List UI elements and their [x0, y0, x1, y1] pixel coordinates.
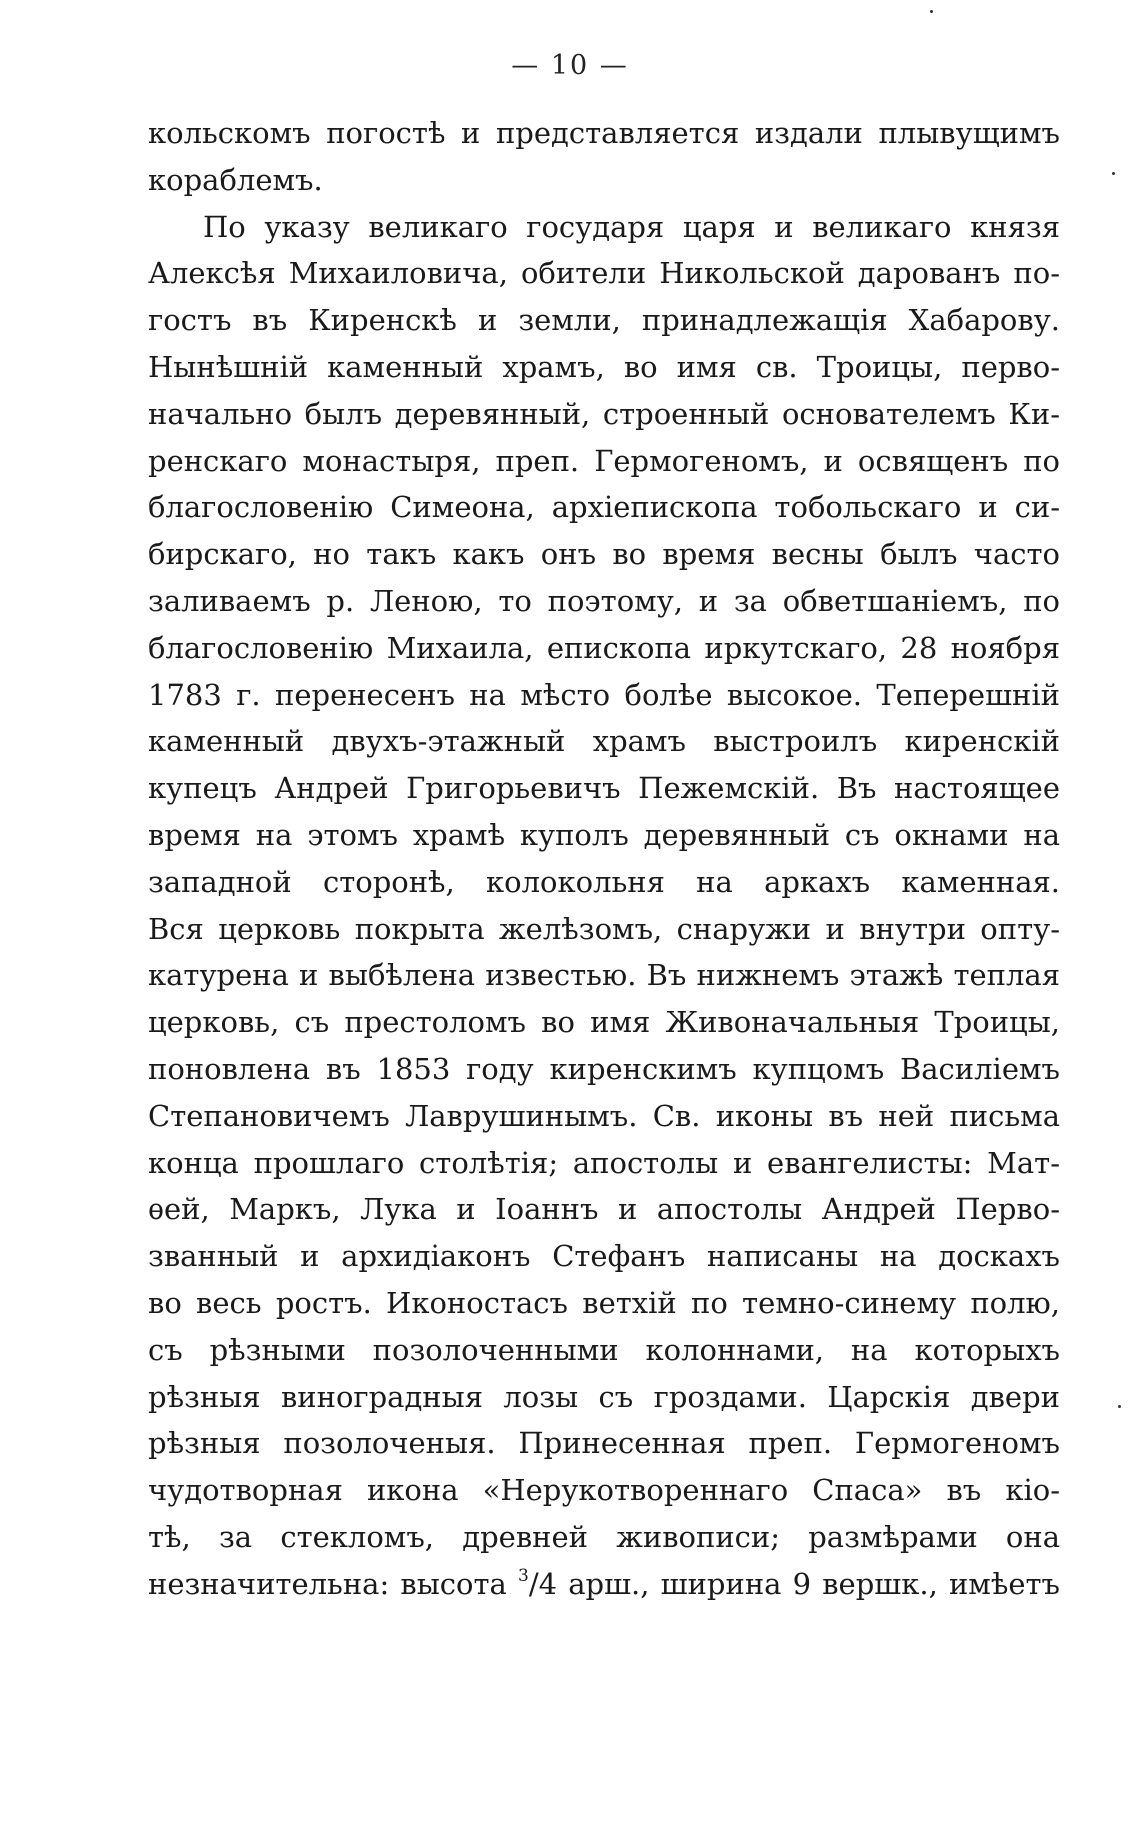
text-line: По указу великаго государя царя и великаго князя	[203, 209, 1060, 244]
text-line: благословенію Михаила, епископа иркутскаго, 28 ноября	[148, 630, 1060, 665]
text-segment: незначительна: высота	[148, 1566, 518, 1601]
text-line: каменный двухъ-этажный храмъ выстроилъ киренскій	[148, 724, 1060, 759]
text-line: поновлена въ 1853 году киренскимъ купцомъ Василіемъ	[148, 1051, 1060, 1086]
text-line: тѣ, за стекломъ, древней живописи; размѣрами она	[148, 1519, 1060, 1554]
text-line: конца прошлаго столѣтія; апостолы и евангелисты: Мат-	[148, 1145, 1060, 1180]
scan-speck	[930, 10, 933, 13]
text-line: Степановичемъ Лаврушинымъ. Св. иконы въ ней письма	[148, 1098, 1060, 1133]
text-line: рѣзныя позолоченыя. Принесенная преп. Гермогеномъ	[148, 1426, 1060, 1461]
text-line: ренскаго монастыря, преп. Гермогеномъ, и освященъ по	[148, 443, 1060, 478]
text-line: 1783 г. перенесенъ на мѣсто болѣе высокое. Теперешній	[148, 677, 1060, 712]
text-line: благословенію Симеона, архіепископа тобольскаго и си-	[148, 490, 1060, 525]
body-text	[148, 110, 1060, 1608]
text-line: Нынѣшній каменный храмъ, во имя св. Троицы, перво-	[148, 349, 1060, 384]
text-line: во весь ростъ. Иконостасъ ветхій по темно-синему полю,	[148, 1285, 1060, 1320]
text-line: Алексѣя Михаиловича, обители Никольской дарованъ по-	[148, 256, 1060, 291]
text-line: кольскомъ погостѣ и представляется издали плывущимъ	[148, 116, 1060, 150]
text-line: бирскаго, но такъ какъ онъ во время весны былъ часто	[148, 537, 1060, 572]
text-line: рѣзныя виноградныя лозы съ гроздами. Царскія двери	[148, 1379, 1060, 1414]
text-line: кораблемъ.	[148, 162, 323, 197]
scan-speck	[1118, 1405, 1121, 1408]
text-line: западной сторонѣ, колокольня на аркахъ каменная.	[148, 864, 1060, 899]
page-number: — 10 —	[511, 50, 629, 81]
text-line: время на этомъ храмѣ куполъ деревянный съ окнами на	[148, 817, 1060, 852]
text-line: заливаемъ р. Леною, то поэтому, и за обветшаніемъ, по	[148, 583, 1060, 618]
text-line: Вся церковь покрыта желѣзомъ, снаружи и внутри опту-	[148, 911, 1060, 946]
scan-speck	[1112, 172, 1115, 175]
text-line: званный и архидіаконъ Стефанъ написаны на доскахъ	[148, 1239, 1060, 1274]
text-segment: арш., ширина 9 вершк., имѣетъ	[557, 1566, 1060, 1601]
text-line: гостъ въ Киренскѣ и земли, принадлежащія Хабарову.	[148, 303, 1060, 338]
text-line: съ рѣзными позолоченными колоннами, на которыхъ	[148, 1332, 1060, 1367]
text-line: катурена и выбѣлена известью. Въ нижнемъ этажѣ теплая	[148, 958, 1060, 993]
text-line: чудотворная икона «Нерукотвореннаго Спаса» въ кіо-	[148, 1473, 1060, 1508]
fraction-numerator: 3	[518, 1565, 529, 1586]
text-line-last	[148, 1561, 1060, 1608]
text-line: купецъ Андрей Григорьевичъ Пежемскій. Въ настоящее	[148, 771, 1060, 806]
text-line: начально былъ деревянный, строенный основателемъ Ки-	[148, 396, 1060, 431]
text-line: ѳей, Маркъ, Лука и Іоаннъ и апостолы Андрей Перво-	[148, 1192, 1060, 1227]
fraction-denominator: /4	[528, 1566, 558, 1601]
text-line: церковь, съ престоломъ во имя Живоначальныя Троицы,	[148, 1005, 1060, 1040]
